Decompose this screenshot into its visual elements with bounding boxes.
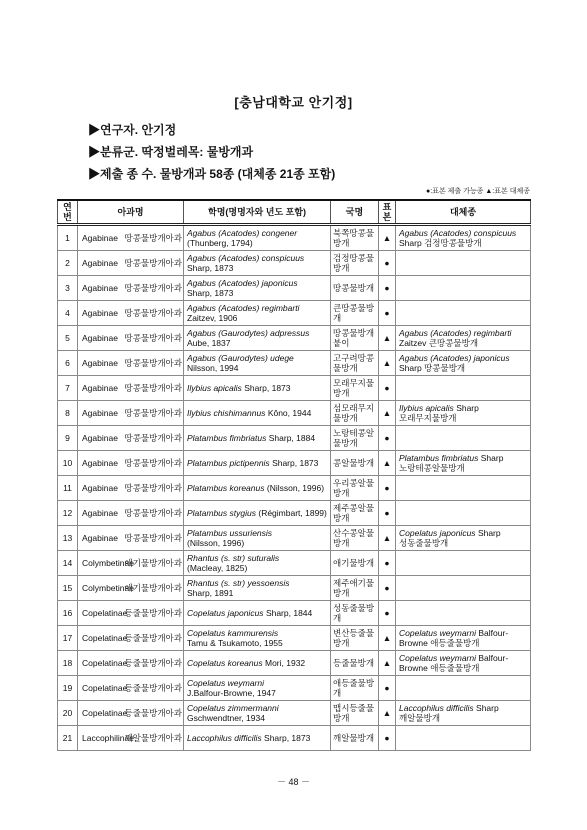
scientific-name: Platambus ussuriensis xyxy=(187,528,273,538)
author-year: Sharp, 1873 xyxy=(244,383,291,393)
scientific-name-cell xyxy=(184,526,331,551)
table-body xyxy=(58,225,531,751)
subfamily-korean: 등줄물방개아과 xyxy=(122,676,184,701)
author-year: (Macleay, 1825) xyxy=(187,563,248,573)
subfamily-korean: 땅콩물방개아과 xyxy=(122,501,184,526)
subfamily-latin: Agabinae xyxy=(78,351,122,376)
scientific-name-cell xyxy=(184,551,331,576)
subfamily-korean: 땅콩물방개아과 xyxy=(122,426,184,451)
subfamily-korean: 땅콩물방개아과 xyxy=(122,376,184,401)
scientific-name: Laccophilus difficilis xyxy=(187,733,262,743)
subfamily-korean: 애기물방개아과 xyxy=(122,576,184,601)
substitute-author: Sharp xyxy=(399,238,422,248)
korean-name: 등줄물방개 xyxy=(331,651,379,676)
specimen-mark: ● xyxy=(379,501,396,526)
symbol-legend: ●:표본 제출 가능종 ▲:표본 대체종 xyxy=(426,188,530,195)
author-year: Sharp, 1873 xyxy=(187,288,234,298)
subfamily-korean: 등줄물방개아과 xyxy=(122,701,184,726)
korean-name: 땅콩물방개붙이 xyxy=(331,326,379,351)
korean-name: 노랑테콩알물방개 xyxy=(331,426,379,451)
substitute-cell xyxy=(396,601,531,626)
subfamily-latin: Agabinae xyxy=(78,301,122,326)
korean-name: 콩알물방개 xyxy=(331,451,379,476)
table-row xyxy=(58,276,531,301)
scientific-name: Agabus (Acatodes) conspicuus xyxy=(187,253,305,263)
substitute-author: Balfour-Browne xyxy=(399,653,509,673)
subfamily-korean: 땅콩물방개아과 xyxy=(122,301,184,326)
row-number: 7 xyxy=(58,376,78,401)
substitute-scientific-name: Copelatus weymarni xyxy=(399,628,477,638)
table-row xyxy=(58,701,531,726)
specimen-mark: ● xyxy=(379,601,396,626)
substitute-author: Sharp xyxy=(399,363,422,373)
author-year: (Régimbart, 1899) xyxy=(258,508,327,518)
row-number: 1 xyxy=(58,225,78,251)
korean-name: 우리콩알물방개 xyxy=(331,476,379,501)
substitute-cell xyxy=(396,376,531,401)
header-substitute: 대체종 xyxy=(396,200,531,225)
specimen-mark: ● xyxy=(379,376,396,401)
table-row xyxy=(58,251,531,276)
substitute-cell xyxy=(396,526,531,551)
specimen-mark: ● xyxy=(379,726,396,751)
header-scientific-name: 학명(명명자와 년도 포함) xyxy=(184,200,331,225)
scientific-name-cell xyxy=(184,251,331,276)
row-number: 8 xyxy=(58,401,78,426)
scientific-name: Agabus (Gaurodytes) adpressus xyxy=(187,328,310,338)
table-row xyxy=(58,576,531,601)
scientific-name: Agabus (Acatodes) regimbarti xyxy=(187,303,300,313)
author-year: Tamu & Tsukamoto, 1955 xyxy=(187,638,283,648)
subfamily-latin: Agabinae xyxy=(78,376,122,401)
row-number: 13 xyxy=(58,526,78,551)
substitute-scientific-name: Platambus fimbriatus xyxy=(399,453,479,463)
substitute-cell xyxy=(396,726,531,751)
scientific-name: Rhantus (s. str) yessoensis xyxy=(187,578,290,588)
subfamily-latin: Copelatinae xyxy=(78,626,122,651)
row-number: 10 xyxy=(58,451,78,476)
substitute-cell xyxy=(396,301,531,326)
substitute-cell xyxy=(396,426,531,451)
subfamily-latin: Laccophilinae xyxy=(78,726,122,751)
substitute-author: Sharp xyxy=(476,703,499,713)
subfamily-latin: Agabinae xyxy=(78,326,122,351)
substitute-scientific-name: Agabus (Acatodes) regimbarti xyxy=(399,328,512,338)
subfamily-korean: 땅콩물방개아과 xyxy=(122,326,184,351)
author-year: Aube, 1837 xyxy=(187,338,231,348)
specimen-mark: ● xyxy=(379,476,396,501)
subfamily-korean: 땅콩물방개아과 xyxy=(122,451,184,476)
specimen-mark: ▲ xyxy=(379,351,396,376)
substitute-korean-name: 성동줄물방개 xyxy=(399,538,449,548)
subfamily-latin: Agabinae xyxy=(78,225,122,251)
scientific-name-cell xyxy=(184,351,331,376)
scientific-name: Copelatus koreanus xyxy=(187,658,263,668)
table-row xyxy=(58,401,531,426)
row-number: 5 xyxy=(58,326,78,351)
table-row xyxy=(58,651,531,676)
author-year: Sharp, 1873 xyxy=(264,733,311,743)
scientific-name: Agabus (Acatodes) congener xyxy=(187,228,298,238)
scientific-name: Platambus pictipennis xyxy=(187,458,270,468)
specimen-mark: ▲ xyxy=(379,626,396,651)
scientific-name: Platambus fimbriatus xyxy=(187,433,267,443)
table-row xyxy=(58,426,531,451)
row-number: 3 xyxy=(58,276,78,301)
scientific-name: Platambus stygius xyxy=(187,508,256,518)
substitute-author: Sharp xyxy=(480,453,504,463)
substitute-cell xyxy=(396,476,531,501)
korean-name: 애기물방개 xyxy=(331,551,379,576)
korean-name: 제주콩알물방개 xyxy=(331,501,379,526)
substitute-cell xyxy=(396,276,531,301)
species-table xyxy=(57,199,531,751)
substitute-cell xyxy=(396,501,531,526)
korean-name: 큰땅콩물방개 xyxy=(331,301,379,326)
subfamily-latin: Agabinae xyxy=(78,476,122,501)
korean-name: 모래무지물방개 xyxy=(331,376,379,401)
substitute-cell xyxy=(396,551,531,576)
table-row xyxy=(58,726,531,751)
korean-name: 변산등줄물방개 xyxy=(331,626,379,651)
korean-name: 섬모래무지물방개 xyxy=(331,401,379,426)
table-header-row xyxy=(58,200,531,225)
table-row xyxy=(58,476,531,501)
header-korean-name: 국명 xyxy=(331,200,379,225)
row-number: 14 xyxy=(58,551,78,576)
scientific-name-cell xyxy=(184,401,331,426)
korean-name: 고구려땅콩물방개 xyxy=(331,351,379,376)
specimen-mark: ● xyxy=(379,576,396,601)
scientific-name: Rhantus (s. str) suturalis xyxy=(187,553,280,563)
korean-name: 성동줄물방개 xyxy=(331,601,379,626)
subfamily-latin: Agabinae xyxy=(78,276,122,301)
substitute-cell xyxy=(396,326,531,351)
substitute-author: Zaitzev xyxy=(399,338,427,348)
author-year: Kôno, 1944 xyxy=(267,408,312,418)
substitute-korean-name: 검정땅콩물방개 xyxy=(424,238,482,248)
scientific-name-cell xyxy=(184,601,331,626)
scientific-name: Agabus (Gaurodytes) udege xyxy=(187,353,294,363)
scientific-name-cell xyxy=(184,225,331,251)
substitute-cell xyxy=(396,401,531,426)
author-year: Sharp, 1844 xyxy=(265,608,313,618)
subfamily-latin: Copelatinae xyxy=(78,651,122,676)
substitute-scientific-name: Agabus (Acatodes) conspicuus xyxy=(399,228,517,238)
scientific-name-cell xyxy=(184,501,331,526)
korean-name: 깨알물방개 xyxy=(331,726,379,751)
author-year: Zaitzev, 1906 xyxy=(187,313,238,323)
substitute-korean-name: 깨알물방개 xyxy=(399,713,441,723)
subfamily-latin: Copelatinae xyxy=(78,676,122,701)
substitute-korean-name: 큰땅콩물방개 xyxy=(428,338,479,348)
subfamily-latin: Agabinae xyxy=(78,501,122,526)
author-year: Gschwendtner, 1934 xyxy=(187,713,265,723)
substitute-korean-name: 애등줄물방개 xyxy=(430,638,480,648)
subfamily-korean: 땅콩물방개아과 xyxy=(122,251,184,276)
scientific-name: Agabus (Acatodes) japonicus xyxy=(187,278,298,288)
table-row xyxy=(58,626,531,651)
scientific-name-cell xyxy=(184,426,331,451)
scientific-name-cell xyxy=(184,576,331,601)
specimen-mark: ▲ xyxy=(379,526,396,551)
subfamily-korean: 땅콩물방개아과 xyxy=(122,401,184,426)
specimen-mark: ▲ xyxy=(379,701,396,726)
substitute-scientific-name: Agabus (Acatodes) japonicus xyxy=(399,353,510,363)
scientific-name-cell xyxy=(184,676,331,701)
subfamily-latin: Copelatinae xyxy=(78,601,122,626)
row-number: 11 xyxy=(58,476,78,501)
specimen-mark: ● xyxy=(379,551,396,576)
substitute-cell xyxy=(396,676,531,701)
row-number: 4 xyxy=(58,301,78,326)
row-number: 2 xyxy=(58,251,78,276)
korean-name: 제주애기물방개 xyxy=(331,576,379,601)
specimen-mark: ▲ xyxy=(379,401,396,426)
header-number-label: 연번 xyxy=(63,202,72,222)
scientific-name: Platambus koreanus xyxy=(187,483,265,493)
subfamily-korean: 깨알물방개아과 xyxy=(122,726,184,751)
scientific-name: Copelatus japonicus xyxy=(187,608,264,618)
substitute-korean-name: 모래무지물방개 xyxy=(399,413,457,423)
specimen-mark: ▲ xyxy=(379,451,396,476)
subfamily-latin: Agabinae xyxy=(78,526,122,551)
substitute-scientific-name: Copelatus japonicus xyxy=(399,528,476,538)
subfamily-latin: Agabinae xyxy=(78,451,122,476)
author-year: Sharp, 1873 xyxy=(187,263,234,273)
subfamily-korean: 땅콩물방개아과 xyxy=(122,526,184,551)
subfamily-korean: 등줄물방개아과 xyxy=(122,601,184,626)
scientific-name: Copelatus weymarni xyxy=(187,678,265,688)
subfamily-latin: Agabinae xyxy=(78,251,122,276)
row-number: 21 xyxy=(58,726,78,751)
subfamily-korean: 땅콩물방개아과 xyxy=(122,276,184,301)
scientific-name-cell xyxy=(184,701,331,726)
taxon-line: ▶분류군. 딱정벌레목: 물방개과 xyxy=(88,145,254,159)
substitute-cell xyxy=(396,576,531,601)
row-number: 15 xyxy=(58,576,78,601)
korean-name: 검정땅콩물방개 xyxy=(331,251,379,276)
subfamily-korean: 등줄물방개아과 xyxy=(122,626,184,651)
scientific-name-cell xyxy=(184,476,331,501)
scientific-name: Ilybius chishimannus xyxy=(187,408,266,418)
scientific-name-cell xyxy=(184,301,331,326)
substitute-cell xyxy=(396,626,531,651)
substitute-cell xyxy=(396,651,531,676)
header-subfamily: 아과명 xyxy=(78,200,184,225)
table-row xyxy=(58,376,531,401)
korean-name: 애등줄물방개 xyxy=(331,676,379,701)
scientific-name-cell xyxy=(184,376,331,401)
author-year: Sharp, 1873 xyxy=(272,458,319,468)
table-row xyxy=(58,451,531,476)
row-number: 6 xyxy=(58,351,78,376)
scientific-name: Copelatus kammurensis xyxy=(187,628,279,638)
korean-name: 땅콩물방개 xyxy=(331,276,379,301)
scientific-name: Copelatus zimmermanni xyxy=(187,703,279,713)
specimen-mark: ▲ xyxy=(379,225,396,251)
table-row xyxy=(58,326,531,351)
subfamily-latin: Copelatinae xyxy=(78,701,122,726)
subfamily-korean: 땅콩물방개아과 xyxy=(122,476,184,501)
subfamily-korean: 등줄물방개아과 xyxy=(122,651,184,676)
table-row xyxy=(58,225,531,251)
subfamily-korean: 땅콩물방개아과 xyxy=(122,351,184,376)
row-number: 17 xyxy=(58,626,78,651)
korean-name: 맵시등줄물방개 xyxy=(331,701,379,726)
specimen-mark: ▲ xyxy=(379,326,396,351)
table-row xyxy=(58,351,531,376)
specimen-mark: ● xyxy=(379,301,396,326)
substitute-korean-name: 노랑테콩알물방개 xyxy=(399,463,465,473)
subfamily-latin: Colymbetinae xyxy=(78,551,122,576)
row-number: 18 xyxy=(58,651,78,676)
table-row xyxy=(58,501,531,526)
header-specimen xyxy=(379,200,396,225)
species-count-line: ▶제출 종 수. 물방개과 58종 (대체종 21종 포함) xyxy=(88,167,336,181)
table-row xyxy=(58,301,531,326)
specimen-mark: ● xyxy=(379,276,396,301)
row-number: 9 xyxy=(58,426,78,451)
substitute-scientific-name: Ilybius apicalis xyxy=(399,403,454,413)
page-number: － 48 － xyxy=(276,777,310,787)
table-row xyxy=(58,551,531,576)
substitute-scientific-name: Laccophilus difficilis xyxy=(399,703,474,713)
scientific-name-cell xyxy=(184,651,331,676)
author-year: Sharp, 1884 xyxy=(268,433,316,443)
scientific-name-cell xyxy=(184,451,331,476)
subfamily-korean: 애기물방개아과 xyxy=(122,551,184,576)
author-year: (Nilsson, 1996) xyxy=(187,538,245,548)
table-row xyxy=(58,526,531,551)
substitute-author: Sharp xyxy=(477,528,501,538)
specimen-mark: ● xyxy=(379,251,396,276)
author-year: Sharp, 1891 xyxy=(187,588,234,598)
scientific-name-cell xyxy=(184,276,331,301)
scientific-name-cell xyxy=(184,626,331,651)
substitute-scientific-name: Copelatus weymarni xyxy=(399,653,477,663)
substitute-cell xyxy=(396,225,531,251)
row-number: 19 xyxy=(58,676,78,701)
specimen-mark: ▲ xyxy=(379,651,396,676)
subfamily-korean: 땅콩물방개아과 xyxy=(122,225,184,251)
author-year: J.Balfour-Browne, 1947 xyxy=(187,688,276,698)
author-year: (Thunberg, 1794) xyxy=(187,238,253,248)
specimen-mark: ● xyxy=(379,426,396,451)
scientific-name-cell xyxy=(184,326,331,351)
table-row xyxy=(58,601,531,626)
substitute-author: Sharp xyxy=(456,403,479,413)
author-year: Mori, 1932 xyxy=(264,658,306,668)
korean-name: 북쪽땅콩물방개 xyxy=(331,225,379,251)
substitute-cell xyxy=(396,701,531,726)
substitute-korean-name: 땅콩물방개 xyxy=(424,363,466,373)
header-specimen-label: 표본 xyxy=(382,202,392,222)
substitute-korean-name: 애등줄물방개 xyxy=(430,663,480,673)
scientific-name: Ilybius apicalis xyxy=(187,383,242,393)
row-number: 12 xyxy=(58,501,78,526)
researcher-line: ▶연구자. 안기정 xyxy=(88,123,177,137)
scientific-name-cell xyxy=(184,726,331,751)
substitute-cell xyxy=(396,251,531,276)
row-number: 16 xyxy=(58,601,78,626)
table-row xyxy=(58,676,531,701)
subfamily-latin: Agabinae xyxy=(78,426,122,451)
author-year: Nilsson, 1994 xyxy=(187,363,239,373)
header-number xyxy=(58,200,78,225)
substitute-cell xyxy=(396,451,531,476)
row-number: 20 xyxy=(58,701,78,726)
subfamily-latin: Agabinae xyxy=(78,401,122,426)
specimen-mark: ● xyxy=(379,676,396,701)
subfamily-latin: Colymbetinae xyxy=(78,576,122,601)
substitute-cell xyxy=(396,351,531,376)
korean-name: 산수콩알물방개 xyxy=(331,526,379,551)
document-title: [충남대학교 안기정] xyxy=(234,95,353,110)
substitute-author: Balfour-Browne xyxy=(399,628,509,648)
author-year: (Nilsson, 1996) xyxy=(266,483,325,493)
